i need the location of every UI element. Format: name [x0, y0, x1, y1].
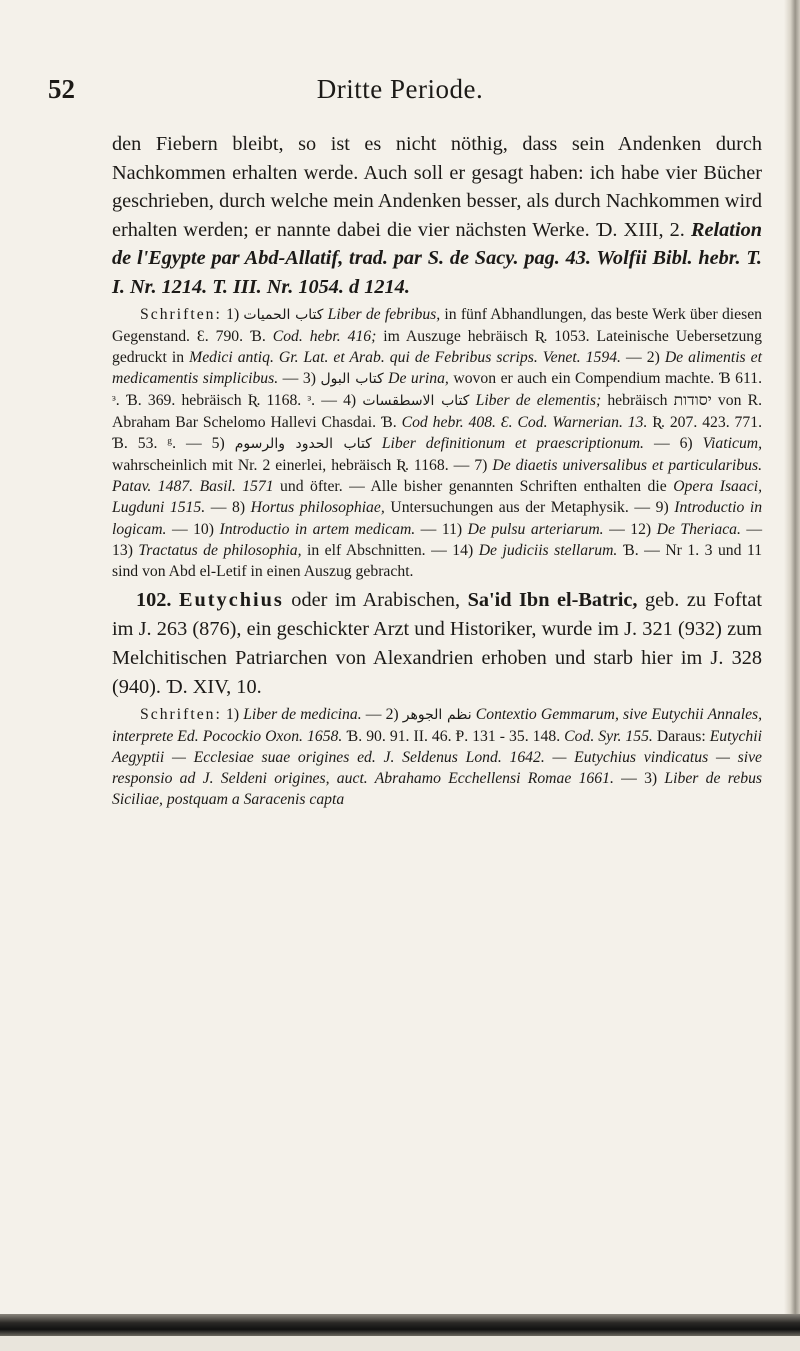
arabic-title: كتاب الحميات [243, 306, 324, 323]
eutychius-writings-list: Schriften: 1) Liber de medicina. — 2) نظم الجوهر Contextio Gemmarum, sive Eutychii Annales, interprete Ed. Pocockio Oxon. 1658. Ɓ. 90. 91. II. 46. Ᵽ. 131 - 35. 148. Cod. Syr. 155. Daraus: Eutychii Aegyptii — Ecclesiae suae origines ed. J. Seldenus Lond. 1642. — Eutychius vindicatus — sive responsio ad J. Seldeni origines, auct. Abrahamo Ecchellensi Romae 1661. — 3) Liber de rebus Siciliae, postquam a Saracenis capta [112, 705, 763, 809]
person-name: Eutychius [179, 588, 284, 611]
page-edge-shadow [784, 0, 800, 1351]
running-title: Dritte Periode. [316, 74, 484, 104]
arabic-title: كتاب الاسطقسات [362, 392, 470, 409]
scan-bottom-margin [0, 1336, 800, 1351]
paragraph-isaac-intro: den Fiebern bleibt, so ist es nicht nöthig, dass sein Andenken durch Nachkommen erhalten werde. Auch soll er gesagt haben: ich habe vier Bücher geschrieben, durch welche mein Andenken besser, als durch Nachkommen wird erhalten werden; er nannte dabei die vier nächsten Werke. Ɗ. XIII, 2. Relation de l'Egypte par Abd-Allatif, trad. par S. de Sacy. pag. 43. Wolfii Bibl. hebr. T. I. Nr. 1214. T. III. Nr. 1054. d 1214. [112, 133, 762, 298]
arabic-title: كتاب الحدود والرسوم [234, 436, 372, 453]
arabic-title: نظم الجوهر [402, 706, 472, 723]
intro-reference: Relation de l'Egypte par Abd-Allatif, trad. par S. de Sacy. pag. 43. Wolfii Bibl. hebr. T. I. Nr. 1214. T. III. Nr. 1054. d 1214. [112, 218, 762, 298]
arabic-title: كتاب البول [320, 370, 384, 387]
page-header [0, 74, 800, 114]
work-title: De pulsu arteriarum. [467, 520, 604, 538]
work-title: Contextio Gemmarum, sive Eutychii Annales, interprete Ed. Pocockio Oxon. 1658. [112, 705, 763, 745]
scan-bottom-band [0, 1314, 800, 1336]
work-title: Introductio in logicam. [112, 499, 763, 538]
page-body [112, 130, 762, 810]
work-title: Viaticum, [702, 435, 763, 453]
paragraph-eutychius: 102. Eutychius oder im Arabischen, Sa'id Ibn el-Batric, geb. zu Foftat im J. 263 (876), ein geschickter Arzt und Historiker, wurde im J. 321 (932) zum Melchitischen Patriarchen von Alexandrien erhoben und starb hier im J. 328 (940). Ɗ. XIV, 10. [112, 588, 762, 698]
work-title: De diaetis universalibus et particularibus. Patav. 1487. Basil. 1571 [112, 457, 762, 496]
work-title: De alimentis et medicamentis simplicibus. [112, 348, 763, 387]
daraus-label: Daraus: [656, 727, 706, 745]
work-title: Liber definitionum et praescriptionum. [381, 435, 644, 453]
work-title: Hortus philosophiae, [250, 499, 385, 517]
section-number: 102. [136, 588, 172, 611]
arabic-name: Sa'id Ibn el-Batric, [467, 588, 638, 611]
page-number: 52 [48, 74, 75, 104]
schriften-label: Schriften: [140, 305, 222, 323]
work-title: Liber de febribus, [327, 305, 441, 323]
isaac-writings-list: Schriften: 1) كتاب الحميات Liber de febribus, in fünf Abhandlungen, das beste Werk über diesen Gegenstand. Ɛ. 790. Ɓ. Cod. hebr. 416; im Auszuge hebräisch Ʀ. 1053. Lateinische Uebersetzung gedruckt in Medici antiq. Gr. Lat. et Arab. qui de Febribus scrips. Venet. 1594. — 2) De alimentis et medicamentis simplicibus. — 3) كتاب البول De urina, wovon er auch ein Compendium machte. Ɓ 611. ᵌ. Ɓ. 369. hebräisch Ʀ. 1168. ᵌ. — 4) كتاب الاسطقسات Liber de elementis; hebräisch יסודות von R. Abraham Bar Schelomo Hallevi Chasdai. Ɓ. Cod hebr. 408. Ɛ. Cod. Warnerian. 13. Ʀ. 207. 423. 771. Ɓ. 53. ᵍ. — 5) كتاب الحدود والرسوم Liber definitionum et praescriptionum. — 6) Viaticum, wahrscheinlich mit Nr. 2 einerlei, hebräisch Ʀ. 1168. — 7) De diaetis universalibus et particularibus. Patav. 1487. Basil. 1571 und öfter. — Alle bisher genannten Schriften enthalten die Opera Isaaci, Lugduni 1515. — 8) Hortus philosophiae, Untersuchungen aus der Metaphysik. — 9) Introductio in logicam. — 10) Introductio in artem medicam. — 11) De pulsu arteriarum. — 12) De Theriaca. — 13) Tractatus de philosophia, in elf Abschnitten. — 14) De judiciis stellarum. Ɓ. — Nr 1. 3 und 11 sind von Abd el-Letif in einen Auszug gebracht. [112, 305, 763, 580]
work-title: De Theriaca. [656, 520, 741, 538]
work-title: De urina, [388, 369, 449, 387]
work-title: Liber de elementis; [475, 391, 602, 409]
work-title: Tractatus de philosophia, [138, 541, 302, 559]
work-title: De judiciis stellarum. [478, 541, 618, 559]
schriften-label: Schriften: [140, 705, 222, 723]
work-title: Introductio in artem medicam. [219, 520, 416, 538]
work-title: Liber de rebus Siciliae, postquam a Saracenis capta [112, 770, 763, 809]
work-title: Liber de medicina. [243, 705, 362, 723]
